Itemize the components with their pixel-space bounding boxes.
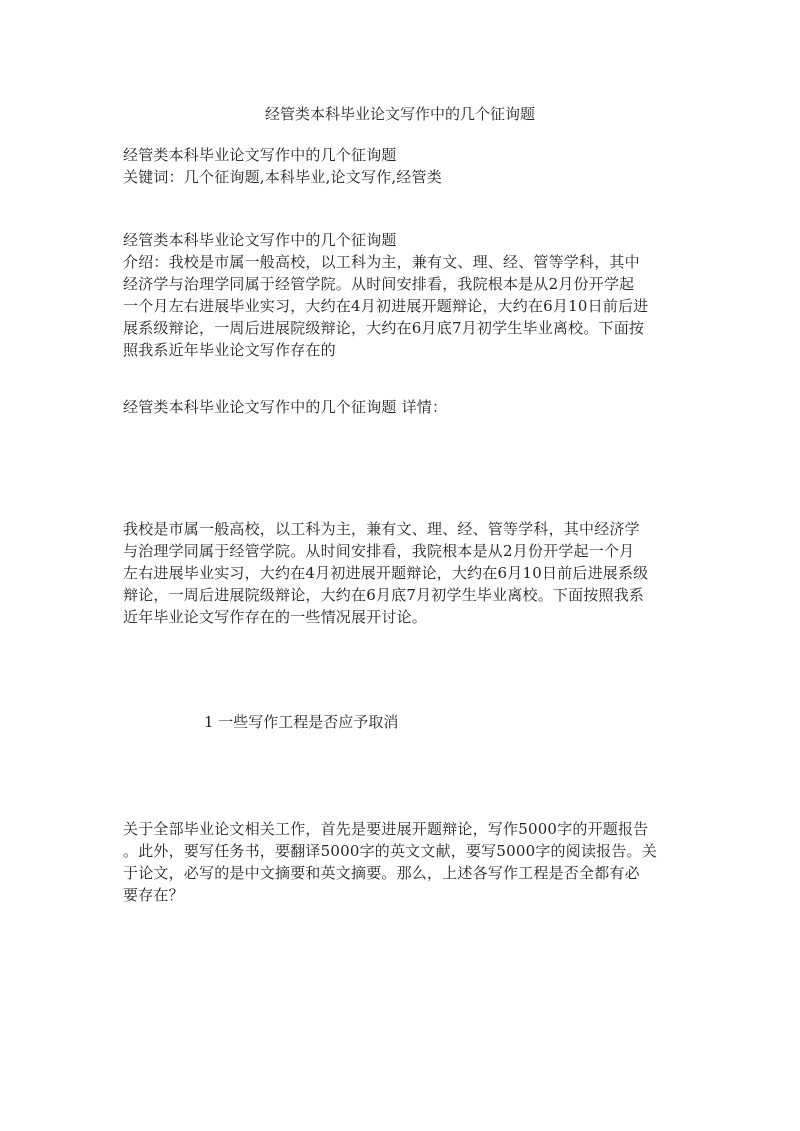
- document-title: 经管类本科毕业论文写作中的几个征询题: [264, 105, 535, 123]
- section-line: 于论文，必写的是中文摘要和英文摘要。那么，上述各写作工程是否全都有必: [123, 864, 640, 882]
- intro-line: 介绍：我校是市属一般高校，以工科为主，兼有文、理、经、管等学科，其中: [123, 253, 640, 271]
- intro-line: 经济学与治理学同属于经管学院。从时间安排看，我院根本是从2月份开学起: [123, 275, 635, 293]
- section-paragraph: [123, 818, 683, 906]
- intro-line: 照我系近年毕业论文写作存在的: [123, 341, 336, 359]
- intro-title: 经管类本科毕业论文写作中的几个征询题: [123, 231, 397, 249]
- body-line: 近年毕业论文写作存在的一些情况展开讨论。: [123, 608, 428, 626]
- body-line: 辩论，一周后进展院级辩论，大约在6月底7月初学生毕业离校。下面按照我系: [123, 586, 645, 604]
- body-line: 左右进展毕业实习，大约在4月初进展开题辩论，大约在6月10日前后进展系级: [123, 564, 649, 582]
- intro-line: 一个月左右进展毕业实习，大约在4月初进展开题辩论，大约在6月10日前后进: [123, 297, 649, 315]
- body-paragraph: [123, 518, 683, 628]
- keywords-line: 关键词：几个征询题,本科毕业,论文写作,经管类: [123, 168, 442, 186]
- details-label: 经管类本科毕业论文写作中的几个征询题 详情：: [123, 398, 448, 416]
- section-line: 关于全部毕业论文相关工作，首先是要进展开题辩论，写作5000字的开题报告: [123, 820, 649, 838]
- header-title: 经管类本科毕业论文写作中的几个征询题: [123, 146, 397, 164]
- body-line: 我校是市属一般高校，以工科为主，兼有文、理、经、管等学科，其中经济学: [123, 520, 640, 538]
- section-heading: 1 一些写作工程是否应予取消: [204, 713, 399, 731]
- header-block: [123, 144, 683, 188]
- section-line: 。此外，要写任务书，要翻译5000字的英文文献，要写5000字的阅读报告。关: [123, 842, 657, 860]
- intro-line: 展系级辩论，一周后进展院级辩论，大约在6月底7月初学生毕业离校。下面按: [123, 319, 645, 337]
- section-line: 要存在？: [123, 886, 184, 904]
- details-label-block: [123, 396, 683, 418]
- body-line: 与治理学同属于经管学院。从时间安排看，我院根本是从2月份开学起一个月: [123, 542, 635, 560]
- intro-block: [123, 229, 683, 361]
